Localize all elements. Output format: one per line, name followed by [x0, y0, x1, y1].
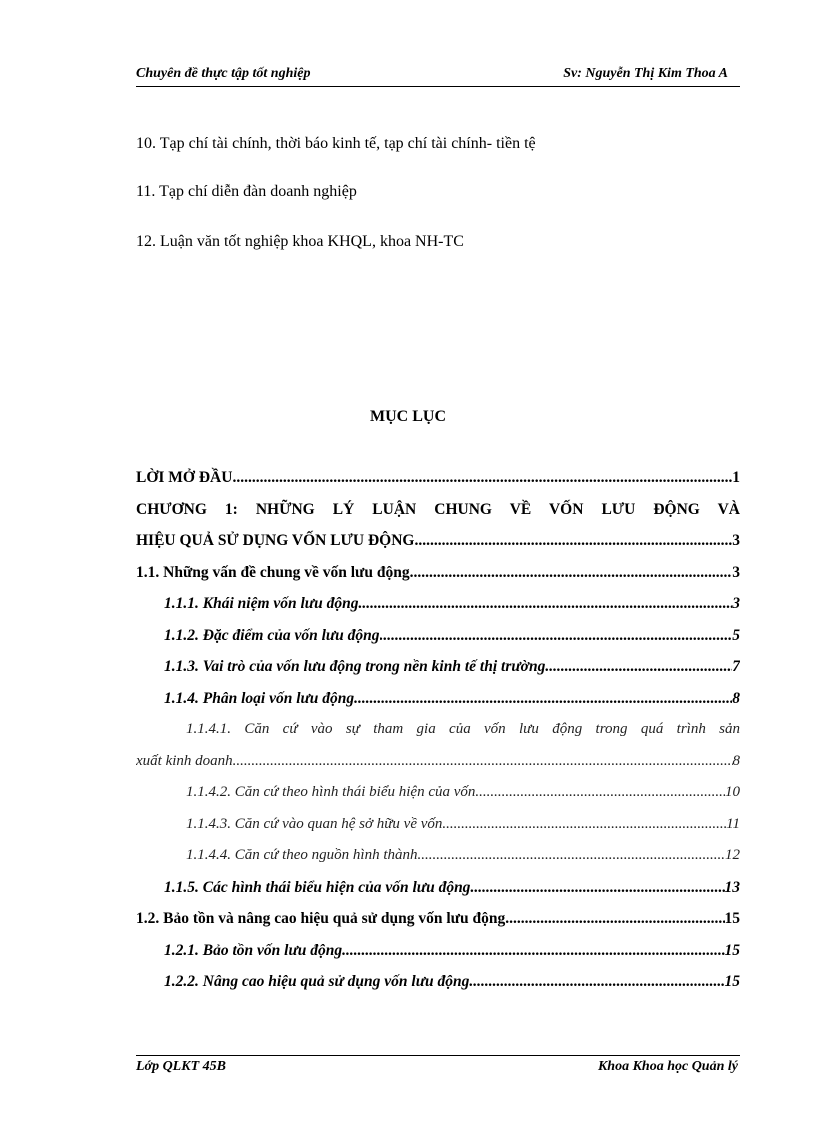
toc-entry-text: 1.2.1. Bảo tồn vốn lưu động: [164, 941, 343, 959]
toc-leader-dots: [380, 620, 733, 652]
header-document-title: Chuyên đề thực tập tốt nghiệp: [136, 66, 311, 81]
toc-leader-dots: [233, 746, 733, 778]
toc-leader-dots: [358, 588, 732, 620]
toc-page-number: 15: [724, 973, 740, 990]
toc-entry[interactable]: [136, 557, 740, 589]
toc-entry[interactable]: [136, 683, 740, 715]
toc-page-number: 8: [732, 752, 740, 769]
toc-entry-text: 1.1.4.4. Căn cứ theo nguồn hình thành: [186, 847, 418, 863]
toc-entry-text: 1.1.4.2. Căn cứ theo hình thái biểu hiện của vốn: [186, 784, 476, 800]
toc-page-number: 3: [732, 563, 740, 581]
toc-page-number: 13: [724, 878, 740, 896]
toc-entry-text: 1.1.2. Đặc điểm của vốn lưu động: [164, 626, 380, 644]
toc-leader-dots: [414, 525, 732, 557]
toc-entry[interactable]: [136, 809, 740, 841]
toc-leader-dots: [505, 903, 724, 935]
toc-leader-dots: [475, 777, 725, 809]
toc-entry[interactable]: [136, 966, 740, 998]
toc-entry-text: 1.1.5. Các hình thái biểu hiện của vốn lưu động: [164, 878, 471, 896]
toc-page-number: 10: [725, 784, 740, 800]
toc-page-number: 15: [724, 941, 740, 959]
toc-leader-dots: [354, 683, 732, 715]
toc-page-number: 5: [732, 626, 740, 644]
toc-entry-text: CHƯƠNG 1: NHỮNG LÝ LUẬN CHUNG VỀ VỐN LƯU ĐỘNG VÀ: [136, 500, 740, 518]
toc-page-number: 3: [732, 595, 740, 612]
toc-page-number: 1: [732, 469, 740, 486]
toc-entry-text: 1.1.3. Vai trò của vốn lưu động trong nền kinh tế thị trường: [164, 658, 546, 675]
toc-entry[interactable]: [136, 620, 740, 652]
footer-faculty-name: Khoa Khoa học Quản lý: [597, 1059, 738, 1074]
page-header: [136, 66, 740, 87]
toc-leader-dots: [232, 462, 732, 494]
toc-entry[interactable]: [136, 462, 740, 494]
toc-entry[interactable]: [136, 714, 740, 746]
toc-leader-dots: [342, 935, 724, 967]
toc-entry[interactable]: [136, 840, 740, 872]
toc-entry[interactable]: [136, 525, 740, 557]
toc-entry[interactable]: [136, 872, 740, 904]
header-student-name: Sv: Nguyễn Thị Kim Thoa A: [563, 66, 728, 81]
toc-entry[interactable]: [136, 494, 740, 526]
toc-entry[interactable]: [136, 651, 740, 683]
toc-leader-dots: [469, 966, 724, 998]
toc-entry[interactable]: [136, 903, 740, 935]
toc-leader-dots: [545, 651, 732, 683]
toc-entry-text: 1.1.4. Phân loại vốn lưu động: [164, 689, 355, 707]
toc-entry-text: HIỆU QUẢ SỬ DỤNG VỐN LƯU ĐỘNG: [136, 532, 415, 549]
toc-entry-text: 1.1.4.1. Căn cứ vào sự tham gia của vốn lưu động trong quá trình sản: [186, 721, 740, 737]
page-footer: [136, 1055, 740, 1076]
toc-entry-text: 1.1. Những vấn đề chung về vốn lưu động: [136, 563, 410, 581]
toc-leader-dots: [418, 840, 725, 872]
toc-page-number: 7: [732, 658, 740, 675]
table-of-contents: [136, 462, 740, 998]
toc-leader-dots: [470, 872, 724, 904]
toc-entry-text: 1.1.1. Khái niệm vốn lưu động: [164, 595, 359, 612]
toc-entry[interactable]: [136, 777, 740, 809]
toc-leader-dots: [442, 809, 726, 841]
reference-item: 12. Luận văn tốt nghiệp khoa KHQL, khoa NH-TC: [136, 233, 464, 250]
toc-entry[interactable]: [136, 588, 740, 620]
toc-entry[interactable]: [136, 746, 740, 778]
toc-title: MỤC LỤC: [370, 408, 446, 425]
toc-leader-dots: [410, 557, 733, 589]
toc-entry-text: 1.1.4.3. Căn cứ vào quan hệ sở hữu về vốn: [186, 815, 443, 832]
reference-item: 10. Tạp chí tài chính, thời báo kinh tế, tạp chí tài chính- tiền tệ: [136, 135, 536, 152]
toc-page-number: 8: [732, 689, 740, 707]
toc-entry-text: 1.2. Bảo tồn và nâng cao hiệu quả sử dụng vốn lưu động: [136, 910, 506, 927]
toc-page-number: 11: [726, 815, 740, 832]
footer-class-name: Lớp QLKT 45B: [136, 1059, 226, 1074]
toc-page-number: 12: [725, 847, 740, 863]
toc-entry-text: xuất kinh doanh: [136, 752, 233, 769]
reference-item: 11. Tạp chí diễn đàn doanh nghiệp: [136, 183, 357, 200]
toc-page-number: 15: [724, 910, 740, 927]
toc-entry-text: LỜI MỞ ĐẦU: [136, 469, 233, 486]
toc-entry[interactable]: [136, 935, 740, 967]
toc-page-number: 3: [732, 532, 740, 549]
toc-entry-text: 1.2.2. Nâng cao hiệu quả sử dụng vốn lưu động: [164, 973, 470, 990]
